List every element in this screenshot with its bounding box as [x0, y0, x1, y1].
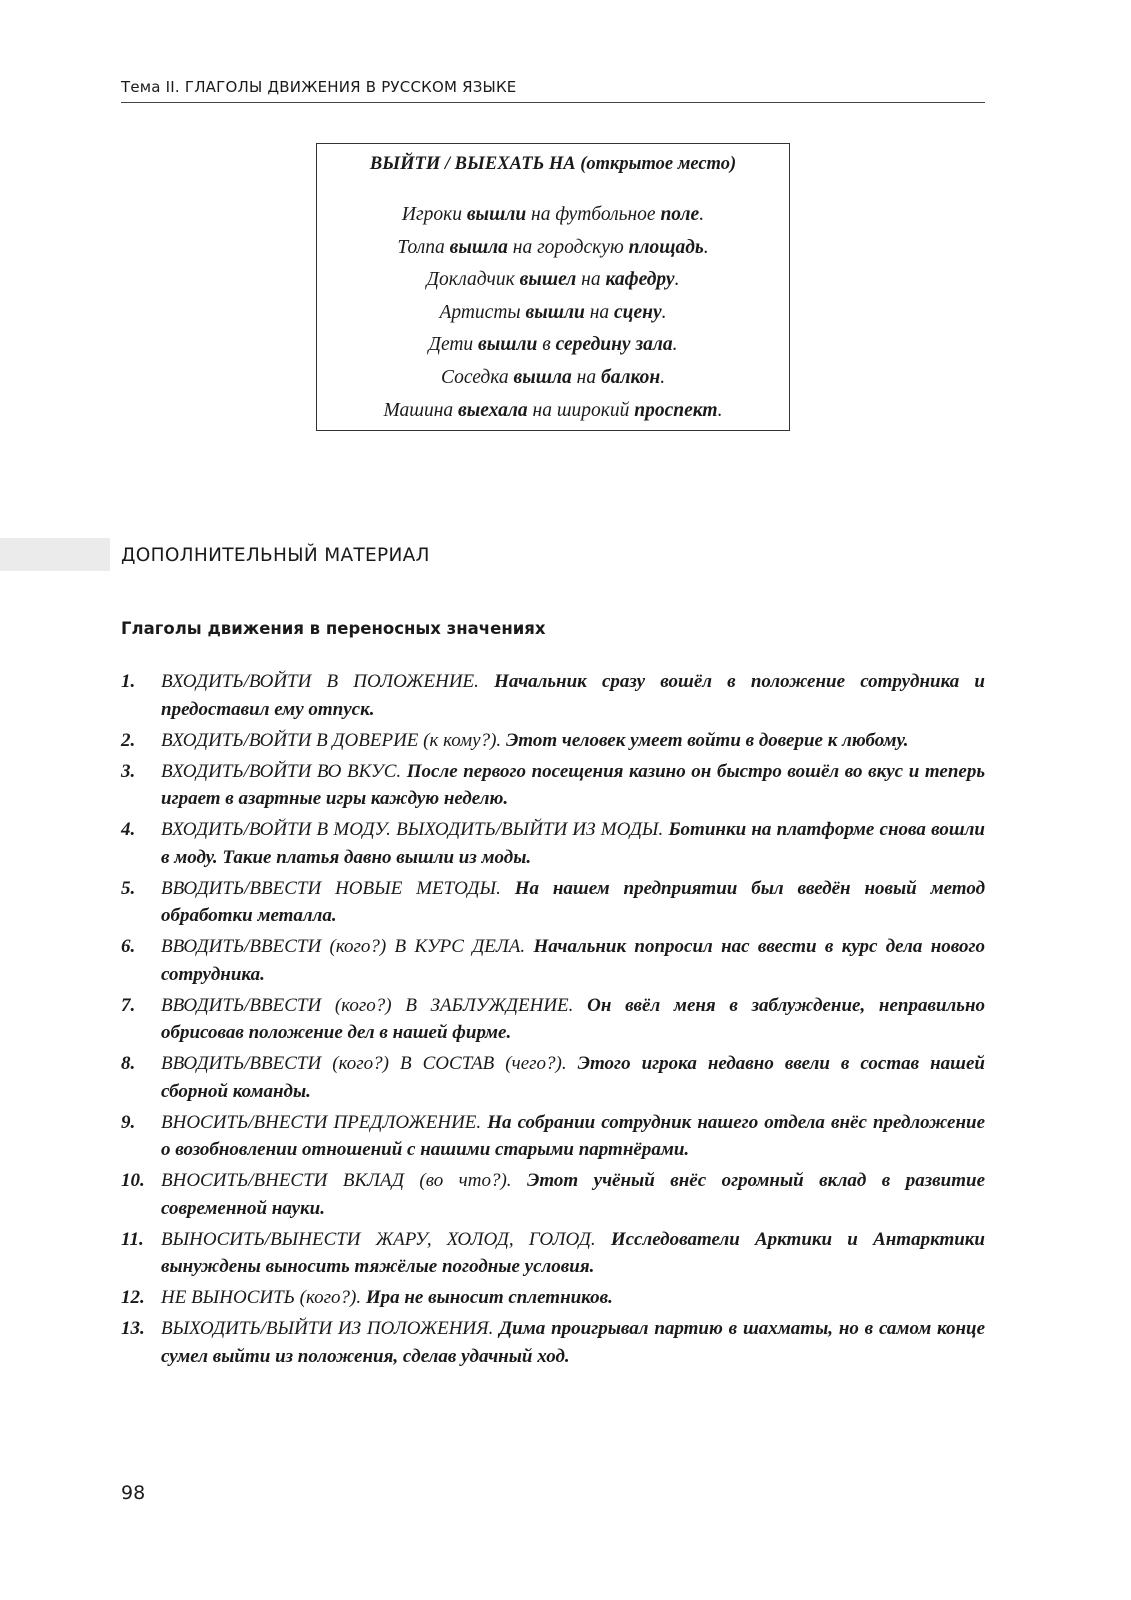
list-item — [121, 1109, 985, 1164]
item-example: Он ввёл меня в заблуждение, неправильно обрисовав положение дел в нашей фирме. — [161, 994, 986, 1043]
item-phrase: ВВОДИТЬ/ВВЕСТИ НОВЫЕ МЕТОДЫ. — [161, 877, 501, 899]
box-line: Докладчик вышел на кафедру. — [426, 269, 680, 291]
item-example: Начальник попросил нас ввести в курс дела нового сотрудника. — [161, 936, 985, 985]
item-number: 7. — [121, 994, 136, 1016]
running-head: Тема II. ГЛАГОЛЫ ДВИЖЕНИЯ В РУССКОМ ЯЗЫКЕ — [121, 78, 985, 103]
page-number: 98 — [121, 1482, 146, 1504]
item-example: На собрании сотрудник нашего отдела внёс предложение о возобновлении отношений с нашими старыми партнёрами. — [161, 1111, 986, 1160]
list-item — [121, 1050, 985, 1105]
box-line: Толпа вышла на городскую площадь. — [397, 236, 709, 258]
item-example: Дима проигрывал партию в шахматы, но в самом конце сумел выйти из положения, сделав удачный ход. — [161, 1318, 985, 1367]
idiom-list — [121, 668, 985, 1374]
list-item — [121, 758, 985, 813]
list-item — [121, 816, 985, 871]
box-line: Машина выехала на широкий проспект. — [383, 399, 723, 421]
list-item — [121, 668, 985, 723]
list-item — [121, 1315, 985, 1370]
item-example: Начальник сразу вошёл в положение сотрудника и предоставил ему отпуск. — [161, 671, 985, 720]
list-item — [121, 727, 985, 755]
item-example: На нашем предприятии был введён новый метод обработки металла. — [161, 877, 986, 926]
list-item — [121, 992, 985, 1047]
item-example: Этого игрока недавно ввели в состав нашей сборной команды. — [161, 1053, 985, 1102]
item-number: 2. — [121, 729, 136, 751]
item-example: Этот учёный внёс огромный вклад в развитие современной науки. — [161, 1170, 986, 1219]
item-number: 1. — [121, 671, 136, 692]
item-phrase: ВХОДИТЬ/ВОЙТИ В МОДУ. ВЫХОДИТЬ/ВЫЙТИ ИЗ МОДЫ. — [161, 819, 664, 840]
item-phrase: ВЫНОСИТЬ/ВЫНЕСТИ ЖАРУ, ХОЛОД, ГОЛОД. — [161, 1228, 596, 1250]
example-box — [316, 143, 790, 431]
item-number: 10. — [121, 1170, 145, 1191]
item-number: 12. — [121, 1287, 145, 1308]
item-number: 4. — [121, 819, 136, 840]
item-phrase: ВХОДИТЬ/ВОЙТИ ВО ВКУС. — [161, 760, 402, 782]
item-number: 6. — [121, 936, 136, 957]
item-phrase: ВНОСИТЬ/ВНЕСТИ ВКЛАД (во что?). — [161, 1170, 512, 1191]
item-number: 5. — [121, 877, 136, 899]
section-side-bar — [0, 538, 110, 571]
item-number: 9. — [121, 1111, 136, 1133]
item-phrase: ВХОДИТЬ/ВОЙТИ В ПОЛОЖЕНИЕ. — [161, 671, 479, 692]
list-item — [121, 933, 985, 988]
box-line: Соседка вышла на балкон. — [440, 366, 666, 388]
item-phrase: ВВОДИТЬ/ВВЕСТИ (кого?) В СОСТАВ (чего?). — [161, 1053, 567, 1074]
item-phrase: НЕ ВЫНОСИТЬ (кого?). — [161, 1287, 362, 1308]
list-item — [121, 1167, 985, 1222]
box-line: Дети вышли в середину зала. — [428, 334, 678, 356]
item-phrase: ВНОСИТЬ/ВНЕСТИ ПРЕДЛОЖЕНИЕ. — [161, 1111, 482, 1133]
item-example: Исследователи Арктики и Антарктики вынуждены выносить тяжёлые погодные условия. — [161, 1228, 985, 1277]
box-title: ВЫЙТИ / ВЫЕХАТЬ НА (открытое место) — [369, 154, 737, 174]
item-example: Этот человек умеет войти в доверие к любому. — [505, 729, 909, 751]
list-item — [121, 875, 985, 930]
item-phrase: ВВОДИТЬ/ВВЕСТИ (кого?) В КУРС ДЕЛА. — [161, 936, 526, 957]
item-phrase: ВХОДИТЬ/ВОЙТИ В ДОВЕРИЕ (к кому?). — [161, 729, 502, 751]
box-line: Артисты вышли на сцену. — [439, 301, 667, 323]
item-number: 8. — [121, 1053, 136, 1074]
item-phrase: ВЫХОДИТЬ/ВЫЙТИ ИЗ ПОЛОЖЕНИЯ. — [161, 1318, 494, 1339]
item-number: 3. — [121, 760, 136, 782]
item-number: 11. — [121, 1228, 144, 1250]
item-example: После первого посещения казино он быстро вошёл во вкус и теперь играет в азартные игры каждую неделю. — [161, 760, 985, 809]
list-item — [121, 1226, 985, 1281]
box-line: Игроки вышли на футбольное поле. — [401, 204, 705, 225]
item-example: Ира не выносит сплетников. — [365, 1287, 613, 1308]
section-title: ДОПОЛНИТЕЛЬНЫЙ МАТЕРИАЛ — [121, 545, 430, 566]
box-lines — [317, 199, 789, 427]
item-number: 13. — [121, 1318, 145, 1339]
item-example: Ботинки на платформе снова вошли в моду. Такие платья давно вышли из моды. — [161, 819, 985, 868]
list-item — [121, 1284, 985, 1312]
sub-title: Глаголы движения в переносных значениях — [121, 619, 546, 638]
item-phrase: ВВОДИТЬ/ВВЕСТИ (кого?) В ЗАБЛУЖДЕНИЕ. — [161, 994, 574, 1016]
